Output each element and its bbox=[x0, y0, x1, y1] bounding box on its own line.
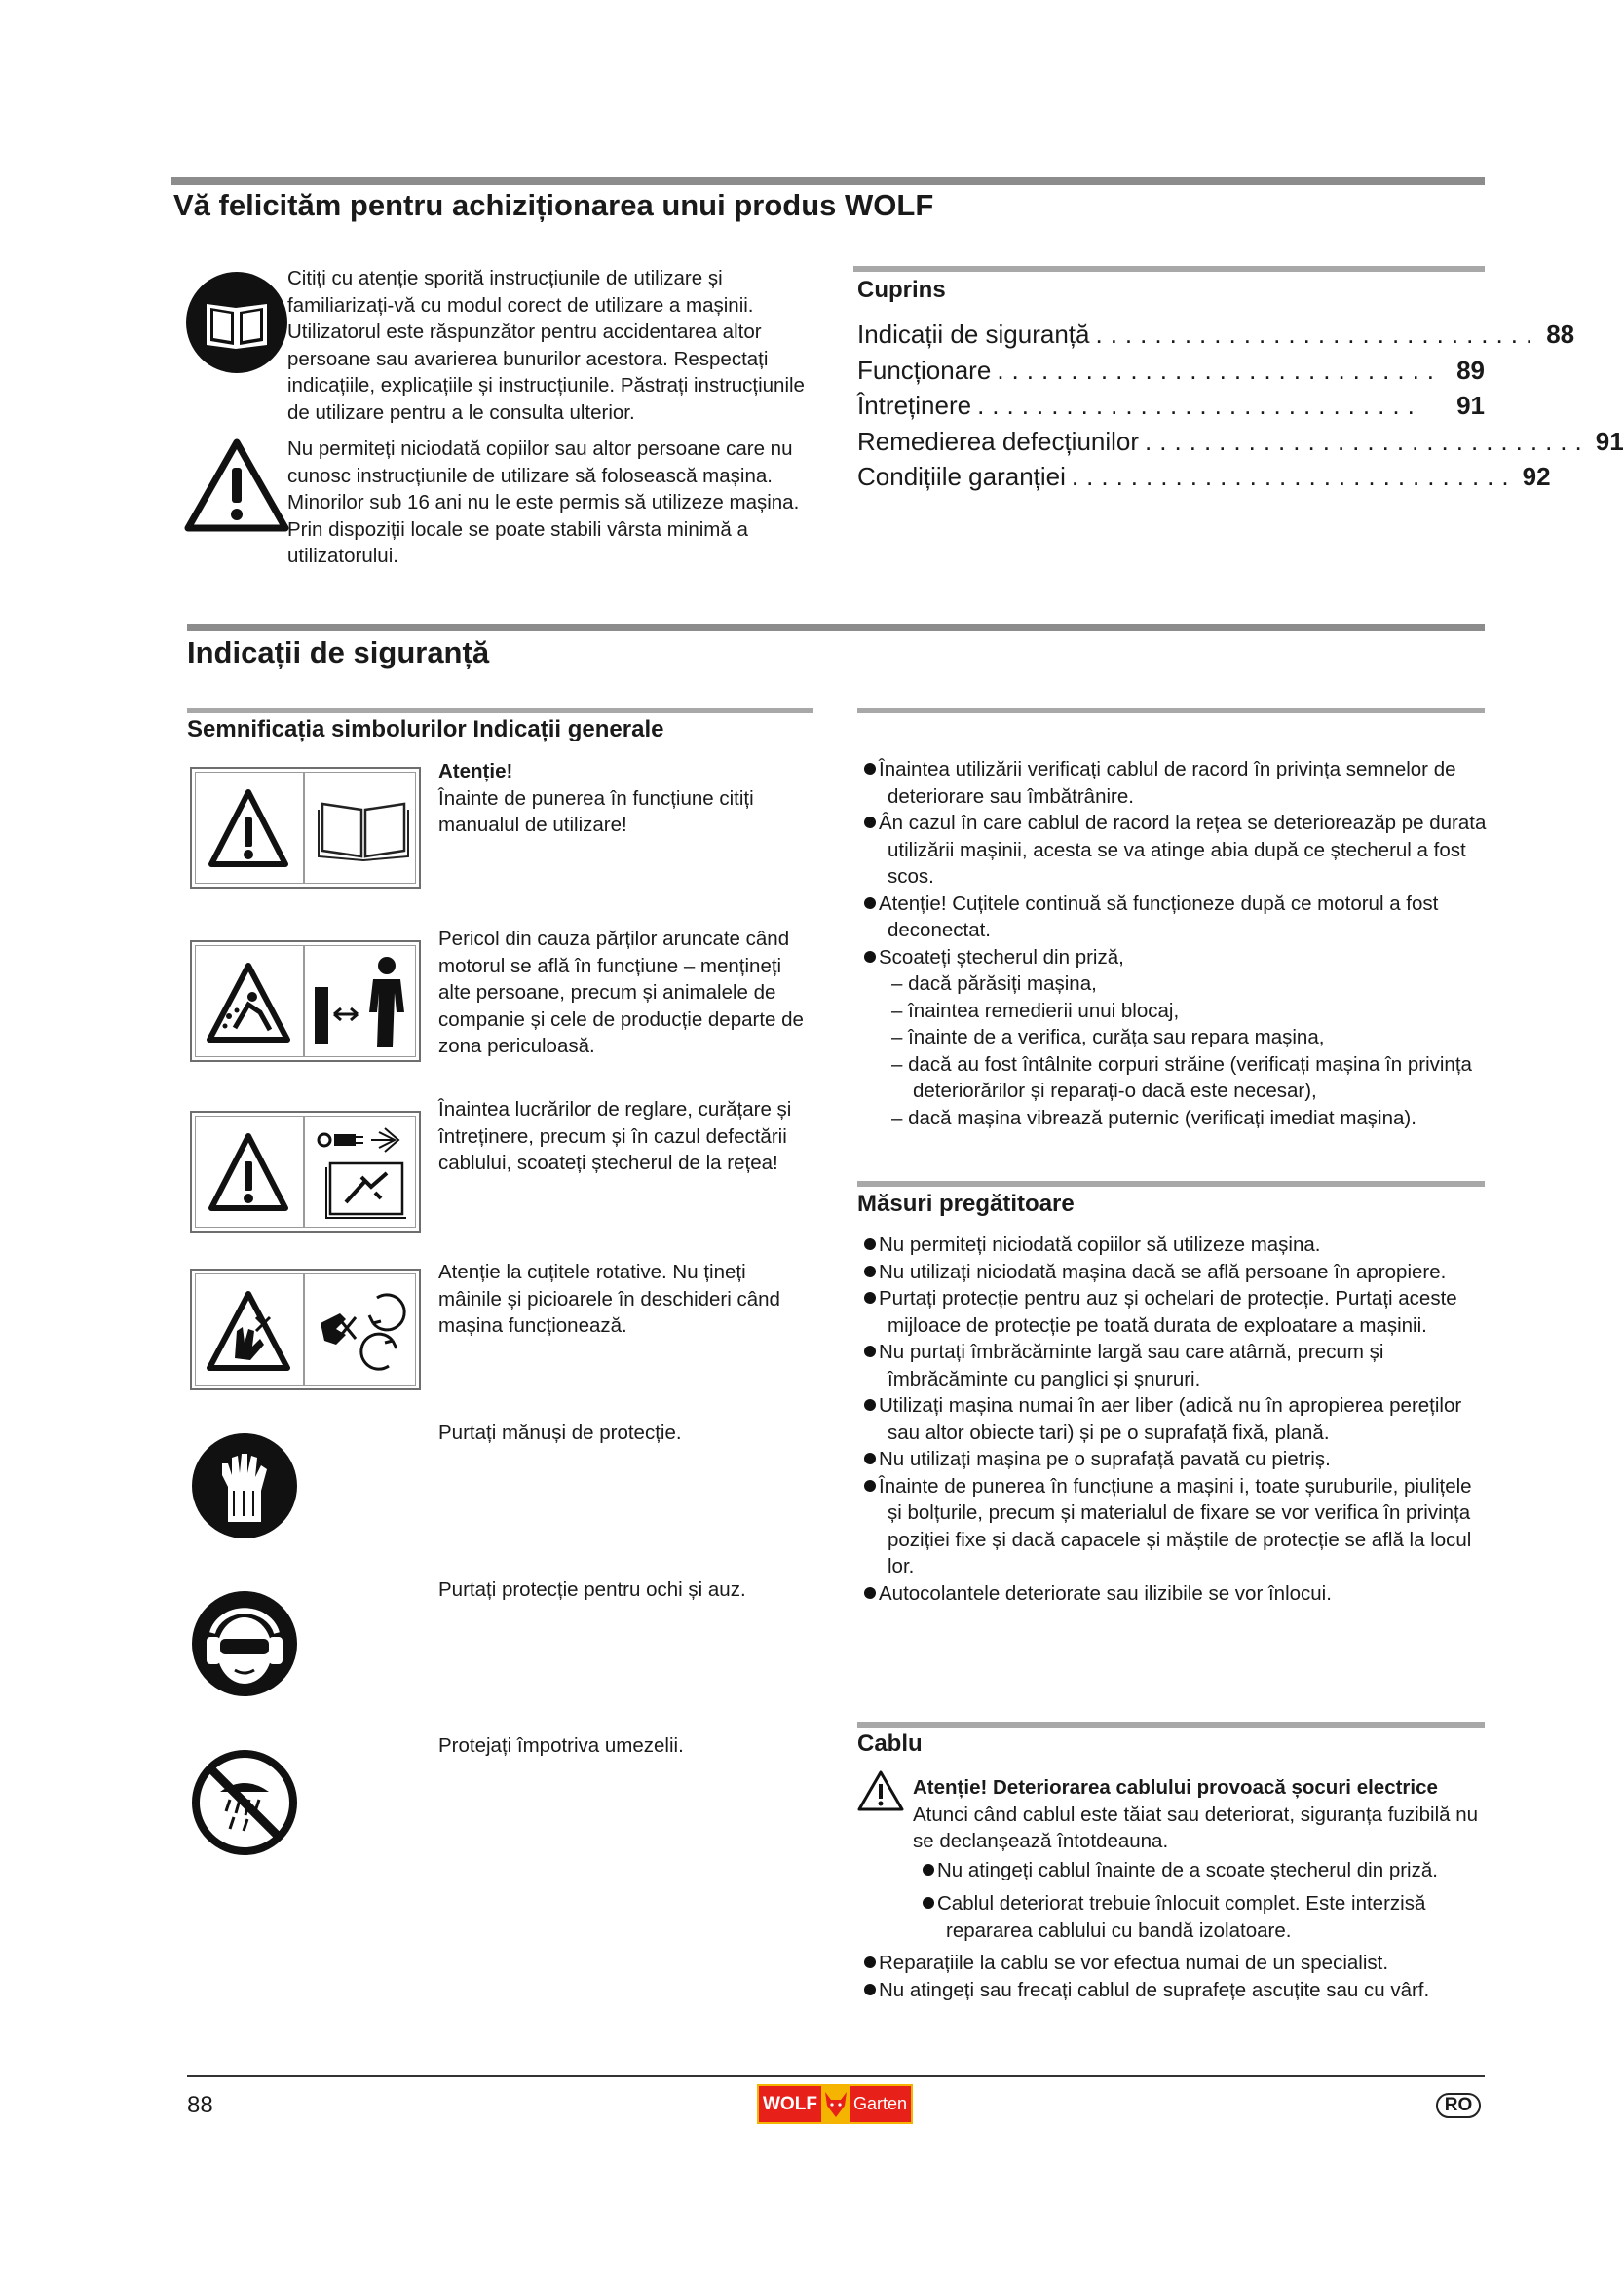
list-item: Înaintea utilizării verificați cablul de racord în privința semnelor de deteriorare sau îmbătrânire. bbox=[854, 756, 1488, 810]
toc-leader: .............................. bbox=[1145, 426, 1590, 456]
list-item: Utilizați mașina numai în aer liber (adică nu în apropierea pereților sau altor obiecte tari) și pe o suprafață fixă, plană. bbox=[854, 1392, 1488, 1446]
symbol-thrown-objects-caption: Pericol din cauza părților aruncate când motorul se află în funcțiune – mențineți alte persoane, precum și animalele de companie și cele de producție departe de zona periculoasă. bbox=[438, 928, 804, 1057]
toc-item-page: 91 bbox=[1595, 426, 1624, 456]
logo-garten-text: Garten bbox=[850, 2084, 913, 2124]
eye-ear-protection-icon bbox=[191, 1590, 298, 1697]
toc-leader: .............................. bbox=[997, 355, 1443, 385]
list-item: – dacă au fost întâlnite corpuri străine (verificați mașina în privința deteriorărilor și reparați-o dacă este necesar), bbox=[891, 1052, 1472, 1102]
preparatory-rule bbox=[857, 1181, 1485, 1187]
cable-warning-title: Atenție! Deteriorarea cablului provoacă șocuri electrice bbox=[913, 1776, 1438, 1799]
symbol-unplug bbox=[190, 1111, 421, 1233]
list-item: Nu utilizați mașina pe o suprafață pavată cu pietriș. bbox=[854, 1446, 1488, 1473]
list-item: Înainte de punerea în funcțiune a mașini i, toate șuruburile, piulițele și bolțurile, precum și materialul de fixare se vor verifica în privința poziției fixe și dacă capacele și măștile de protecție se află la locul lor. bbox=[854, 1473, 1488, 1580]
keep-distance-icon bbox=[311, 954, 414, 1051]
toc-item[interactable] bbox=[857, 462, 1551, 498]
toc-item-page: 92 bbox=[1522, 462, 1551, 491]
toc-item-label: Remedierea defecțiunilor bbox=[857, 426, 1140, 456]
toc-leader: .............................. bbox=[977, 391, 1422, 420]
toc-item-page: 88 bbox=[1546, 320, 1575, 349]
list-item: Ân cazul în care cablul de racord la rețea se deterioreazăp pe durata utilizării mașinii, acesta se va atinge abia după ce ștecherul a fost scos. bbox=[854, 810, 1488, 891]
toc-item-label: Indicații de siguranță bbox=[857, 320, 1090, 349]
preparatory-title: Măsuri pregătitoare bbox=[857, 1191, 1075, 1217]
page-number: 88 bbox=[187, 2092, 213, 2118]
toc-item[interactable] bbox=[857, 356, 1485, 392]
intro-paragraph-2: Nu permiteți niciodată copiilor sau altor persoane care nu cunosc instrucțiunile de utilizare să folosească mașina. Minorilor sub 16 ani nu le este permis să utilizeze mașina. Prin dispoziții locale se poate stabili vârsta minimă a utilizatorului. bbox=[287, 437, 800, 567]
symbol-rotating-blades bbox=[190, 1269, 421, 1390]
list-item: Reparațiile la cablu se vor efectua numai de un specialist. bbox=[854, 1950, 1488, 1977]
table-of-contents bbox=[857, 320, 1624, 498]
intro-paragraph-1: Citiți cu atenție sporită instrucțiunile de utilizare și familiarizați-vă cu modul corect de utilizare a mașinii. Utilizatorul este răspunzător pentru accidentarea altor persoane sau avarierea bunurilor acestora. Respectați indicațiile, explicațiile și instrucțiunile. Păstrați instrucțiunile de utilizare pentru a le consulta ulterior. bbox=[287, 267, 805, 424]
list-item: – înainte de a verifica, curăța sau repara mașina, bbox=[891, 1026, 1325, 1048]
footer-rule bbox=[187, 2075, 1485, 2077]
header-rule bbox=[171, 177, 1485, 185]
toc-item-label: Condițiile garanției bbox=[857, 462, 1066, 491]
unplug-icon bbox=[313, 1124, 414, 1224]
list-item: Purtați protecție pentru auz și ochelari de protecție. Purtați aceste mijloace de protecție pe toată durata de exploatare a mașinii. bbox=[854, 1285, 1488, 1339]
list-item: Cablul deteriorat trebuie înlocuit complet. Este interzisă repararea cablului cu bandă izolatoare. bbox=[913, 1890, 1488, 1944]
toc-item-page: 91 bbox=[1456, 391, 1485, 420]
language-badge: RO bbox=[1436, 2093, 1481, 2118]
symbol-unplug-caption: Înaintea lucrărilor de reglare, curățare și întreținere, precum și în cazul defectării cablului, scoateți ștecherul de la rețea! bbox=[438, 1098, 792, 1174]
symbol-rotating-blades-caption: Atenție la cuțitele rotative. Nu țineți mâinile și picioarele în deschideri când mașina funcționează. bbox=[438, 1261, 780, 1337]
wolf-garten-logo bbox=[757, 2084, 913, 2124]
cable-title: Cablu bbox=[857, 1730, 923, 1757]
symbols-heading: Semnificația simbolurilor Indicații generale bbox=[187, 716, 664, 742]
page-title: Vă felicităm pentru achiziționarea unui produs WOLF bbox=[173, 188, 934, 222]
symbol-manual-text: Înainte de punerea în funcțiune citiți manualul de utilizare! bbox=[438, 786, 754, 836]
warning-icon bbox=[208, 786, 289, 870]
right-column-rule bbox=[857, 708, 1485, 713]
general-safety-list bbox=[854, 756, 1488, 1131]
list-item: Nu utilizați niciodată mașina dacă se află persoane în apropiere. bbox=[854, 1259, 1488, 1286]
fox-icon bbox=[823, 2084, 850, 2124]
read-manual-icon bbox=[185, 271, 288, 374]
no-rain-icon bbox=[191, 1749, 298, 1856]
symbol-eye-ear-caption: Purtați protecție pentru ochi și auz. bbox=[438, 1578, 746, 1601]
gloves-icon bbox=[191, 1432, 298, 1539]
symbols-rule bbox=[187, 708, 813, 713]
toc-title: Cuprins bbox=[857, 277, 946, 303]
list-item: Autocolantele deteriorate sau ilizibile se vor înlocui. bbox=[854, 1580, 1488, 1608]
warning-icon bbox=[208, 1130, 289, 1214]
warning-icon bbox=[857, 1769, 904, 1812]
toc-item[interactable] bbox=[857, 426, 1624, 463]
list-item: Nu purtați îmbrăcăminte largă sau care atârnă, precum și îmbrăcăminte cu panglici și șnururi. bbox=[854, 1339, 1488, 1392]
list-item: Nu permiteți niciodată copiilor să utilizeze mașina. bbox=[854, 1232, 1488, 1259]
manual-icon bbox=[317, 796, 410, 860]
safety-title: Indicații de siguranță bbox=[187, 635, 490, 669]
toc-item-label: Funcționare bbox=[857, 355, 992, 385]
symbol-manual-caption bbox=[438, 758, 813, 839]
symbol-manual-title: Atenție! bbox=[438, 760, 513, 782]
rotating-blades-icon bbox=[206, 1288, 291, 1374]
toc-leader: .............................. bbox=[1071, 462, 1517, 491]
toc-item-label: Întreținere bbox=[857, 391, 972, 420]
list-item: Nu atingeți sau frecați cablul de suprafețe ascuțite sau cu vârf. bbox=[854, 1977, 1488, 2004]
list-item: – dacă părăsiți mașina, bbox=[891, 972, 1097, 995]
toc-rule bbox=[853, 266, 1485, 272]
cable-rule bbox=[857, 1722, 1485, 1728]
symbol-gloves-caption: Purtați mănuși de protecție. bbox=[438, 1422, 682, 1444]
logo-wolf-text: WOLF bbox=[757, 2084, 823, 2124]
list-item: – înaintea remedierii unui blocaj, bbox=[891, 999, 1180, 1022]
thrown-objects-icon bbox=[206, 960, 291, 1045]
preparatory-list bbox=[854, 1232, 1488, 1607]
symbol-thrown-objects bbox=[190, 940, 421, 1062]
cable-list bbox=[854, 1950, 1488, 2003]
cable-warning bbox=[913, 1774, 1488, 1944]
list-item: Atenție! Cuțitele continuă să funcționeze după ce motorul a fost deconectat. bbox=[854, 891, 1488, 944]
toc-leader: .............................. bbox=[1095, 320, 1541, 349]
symbol-no-rain-caption: Protejați împotriva umezelii. bbox=[438, 1734, 684, 1757]
list-item: Scoateți ștecherul din priză, bbox=[854, 944, 1488, 971]
intro-text bbox=[287, 265, 818, 580]
symbol-manual bbox=[190, 767, 421, 889]
warning-icon bbox=[185, 438, 288, 532]
toc-item[interactable] bbox=[857, 320, 1575, 356]
hand-cut-icon bbox=[313, 1284, 414, 1378]
list-item: Nu atingeți cablul înainte de a scoate ștecherul din priză. bbox=[913, 1857, 1488, 1884]
toc-item-page: 89 bbox=[1456, 355, 1485, 385]
toc-item[interactable] bbox=[857, 391, 1485, 427]
cable-warning-text: Atunci când cablul este tăiat sau deteriorat, siguranța fuzibilă nu se declanșează întotdeauna. bbox=[913, 1803, 1479, 1852]
safety-rule bbox=[187, 624, 1485, 631]
list-item: – dacă mașina vibrează puternic (verificați imediat mașina). bbox=[891, 1106, 1416, 1129]
